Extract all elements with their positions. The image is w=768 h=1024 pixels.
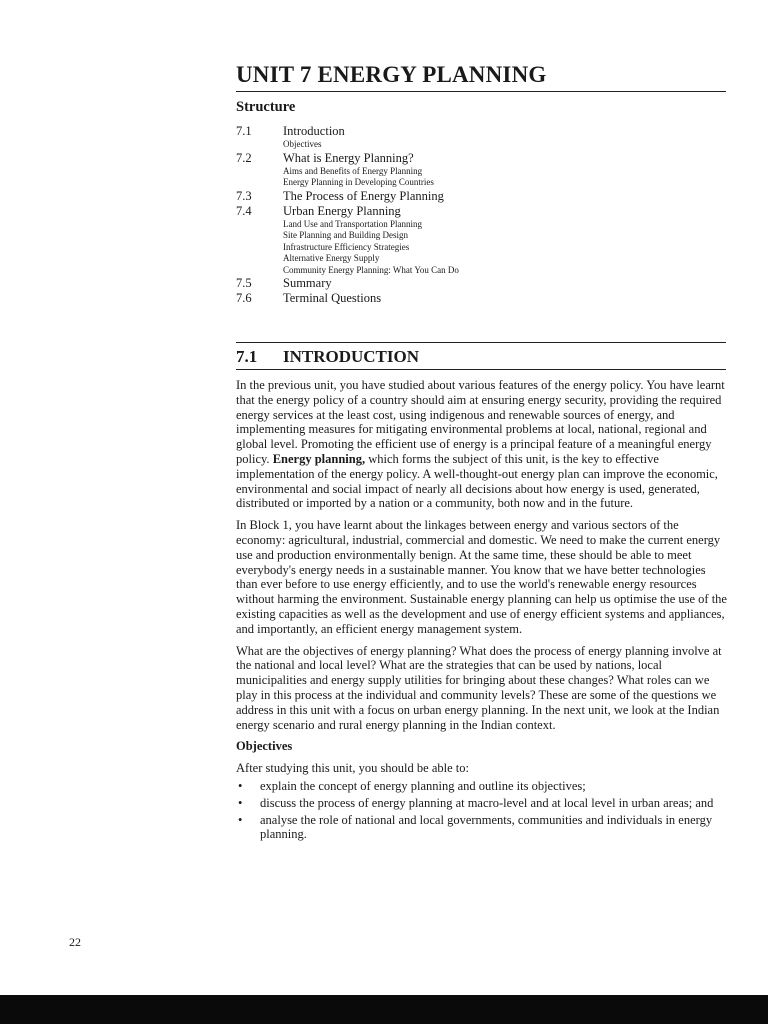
toc-entry (236, 204, 726, 277)
paragraph-text: In the previous unit, you have studied about various features of the energy policy. You have learnt that the energy policy of a country should aim at ensuring energy security, providing the required energy services at the least cost, using indigenous and renewable sources of energy, and implementing measures for mitigating environmental problems at local, national, regional and global level. Promoting the efficient use of energy is a principal feature of a meaningful energy policy. (236, 378, 725, 466)
bullet-icon: • (238, 795, 243, 810)
intro-paragraph-3: What are the objectives of energy planning? What does the process of energy planning involve at the national and local level? What are the strategies that can be used by nations, local municipalities and energy supply utilities for bringing about these changes? What roles can we play in this process at the individual and community levels? These are some of the questions we address in this unit with a focus on urban energy planning. In the next unit, we look at the Indian energy scenario and rural energy planning in the Indian context. (236, 643, 722, 732)
structure-heading: Structure (236, 99, 296, 115)
section-rule-top (236, 342, 726, 343)
objectives-intro: After studying this unit, you should be able to: (236, 761, 469, 776)
page-number: 22 (69, 935, 81, 949)
objective-text: explain the concept of energy planning and outline its objectives; (260, 778, 586, 793)
toc-number: 7.3 (236, 188, 252, 203)
toc-entry (236, 124, 726, 151)
toc-number: 7.5 (236, 276, 252, 290)
toc-title: Summary (283, 276, 332, 290)
toc-subsection: Infrastructure Efficiency Strategies (283, 241, 410, 252)
toc-title: Introduction (283, 124, 345, 138)
toc-title: What is Energy Planning? (283, 150, 414, 165)
intro-paragraph-2: In Block 1, you have learnt about the linkages between energy and various sectors of the economy: agricultural, industrial, commercial and domestic. We need to make the current energy use and production environmentally benign. At the same time, these should be able to meet everybody's energy needs in a sustainable manner. You know that we have better technologies than ever before to use energy efficiently, and to use the world's renewable energy resources without harming the environment. Sustainable energy planning can help us optimise the use of the existing capacities as well as the development and use of energy efficient systems and appliances, and importantly, an efficient energy management system. (236, 518, 727, 636)
toc-subsection: Alternative Energy Supply (283, 253, 380, 263)
objective-text: analyse the role of national and local governments, communities and individuals in energy planning. (260, 812, 713, 842)
section-title: INTRODUCTION (283, 347, 420, 366)
toc-subsection: Aims and Benefits of Energy Planning (283, 165, 423, 176)
objectives-list (236, 779, 728, 842)
toc-number: 7.6 (236, 291, 252, 305)
toc-number: 7.2 (236, 150, 252, 165)
section-heading (236, 347, 419, 367)
toc-subsections (283, 166, 726, 189)
title-rule (236, 91, 726, 92)
objective-item (236, 813, 728, 843)
toc-entry (236, 151, 726, 189)
bullet-icon: • (238, 812, 243, 827)
objective-item (236, 796, 728, 811)
toc-subsection: Land Use and Transportation Planning (283, 218, 422, 229)
scan-border (0, 995, 768, 1024)
section-body (236, 378, 728, 844)
unit-title: UNIT 7 ENERGY PLANNING (236, 62, 547, 87)
toc-subsection: Objectives (283, 139, 322, 149)
objective-text: discuss the process of energy planning at macro-level and at local level in urban areas; and (260, 795, 714, 810)
toc-subsections (283, 139, 726, 151)
toc-subsection: Energy Planning in Developing Countries (283, 177, 434, 187)
bold-term: Energy planning, (272, 451, 366, 466)
objectives-heading: Objectives (236, 739, 293, 754)
table-of-contents (236, 124, 726, 306)
toc-subsection: Community Energy Planning: What You Can Do (283, 264, 459, 275)
toc-number: 7.1 (236, 124, 252, 138)
toc-number: 7.4 (236, 203, 252, 218)
toc-title: Urban Energy Planning (283, 203, 401, 218)
section-number: 7.1 (236, 347, 258, 366)
toc-subsections (283, 219, 726, 277)
objective-item (236, 779, 728, 794)
toc-subsection: Site Planning and Building Design (283, 230, 408, 240)
paragraph-text: which forms the subject of this unit, is the key to effective implementation of the energy policy. A well-thought-out energy plan can improve the economic, environmental and social impact of nearly all decisions about how energy is used, generated, distributed or imported by a nation or a community, both now and in the future. (236, 451, 718, 511)
intro-paragraph-1 (236, 378, 728, 511)
toc-title: The Process of Energy Planning (283, 188, 444, 203)
toc-entry (236, 189, 726, 204)
section-rule-bottom (236, 369, 726, 370)
toc-title: Terminal Questions (283, 291, 382, 305)
toc-entry (236, 291, 726, 306)
bullet-icon: • (238, 778, 243, 793)
toc-entry (236, 276, 726, 291)
